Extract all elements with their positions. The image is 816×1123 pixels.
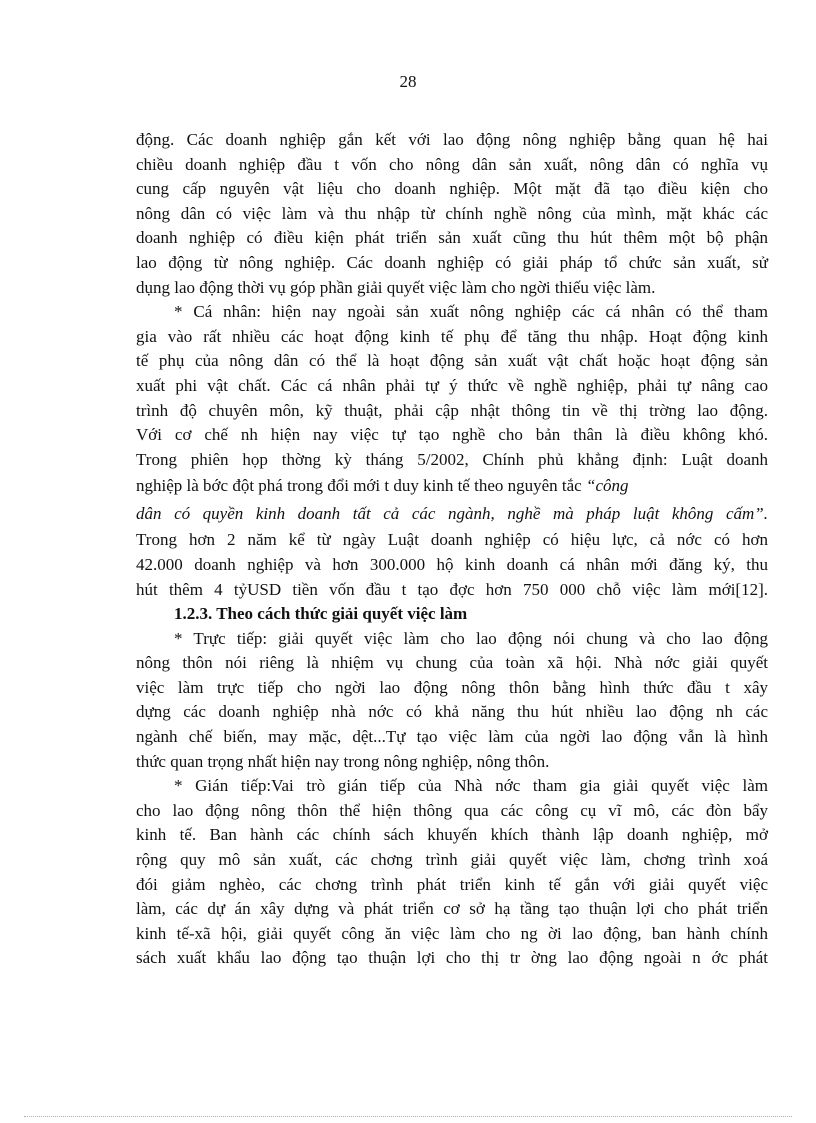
page-number: 28: [399, 72, 417, 91]
text-line: nông thôn nói riêng là nhiệm vụ chung của toàn xã hội. Nhà nớc giải quyết: [136, 653, 768, 673]
text-line: thức quan trọng nhất hiện nay trong nông nghiệp, nông thôn.: [136, 751, 550, 771]
text-line: dựng các doanh nghiệp nhà nớc có khả năng thu hút nhiều lao động nh các: [136, 702, 768, 722]
text-line: lao động từ nông nghiệp. Các doanh nghiệp có giải pháp tổ chức sản xuất, sử: [136, 252, 768, 272]
text-line: động. Các doanh nghiệp gắn kết với lao động nông nghiệp bằng quan hệ hai: [136, 130, 768, 149]
text-line: chiều doanh nghiệp đầu t vốn cho nông dân sản xuất, nông dân có nghĩa vụ: [136, 154, 768, 174]
text-line: trình độ chuyên môn, kỹ thuật, phải cập nhật thông tin về thị trờng lao động.: [136, 400, 768, 420]
text-line: sách xuất khẩu lao động tạo thuận lợi cho thị tr ờng lao động ngoài n ớc phát: [136, 948, 768, 968]
text-line: [136, 472, 768, 500]
italic-quote-open: “công: [585, 476, 629, 496]
section-heading: 1.2.3. Theo cách thức giải quyết việc làm: [174, 604, 468, 624]
text-line: Trong hơn 2 năm kể từ ngày Luật doanh nghiệp có hiệu lực, cả nớc có hơn: [136, 530, 768, 550]
text-line: kinh tế-xã hội, giải quyết công ăn việc làm cho ng ời lao động, ban hành chính: [136, 923, 768, 943]
text-line: cho lao động nông thôn thể hiện thông qua các công cụ vĩ mô, các đòn bẩy: [136, 800, 768, 820]
text-line: 42.000 doanh nghiệp và hơn 300.000 hộ kinh doanh cá nhân mới đăng ký, thu: [136, 554, 768, 574]
text-line: nông dân có việc làm và thu nhập từ chính nghề nông của mình, mặt khác các: [136, 203, 768, 223]
text-line: tế phụ của nông dân có thể là hoạt động sản xuất vật chất hoặc hoạt động sản: [136, 351, 768, 371]
paragraph-start-line: * Cá nhân: hiện nay ngoài sản xuất nông nghiệp các cá nhân có thể tham: [174, 302, 768, 322]
text-line: hút thêm 4 tỷUSD tiền vốn đầu t tạo đợc hơn 750 000 chỗ việc làm mới[12].: [136, 579, 768, 599]
text-line: đói giảm nghèo, các chơng trình phát triển kinh tế gắn với giải quyết việc: [136, 874, 768, 894]
text-line: ngành chế biến, may mặc, dệt...Tự tạo việc làm của ngời lao động vẫn là hình: [136, 727, 768, 747]
text-line: xuất phi vật chất. Các cá nhân phải tự ý thức về nghề nghiệp, phải tự nâng cao: [136, 375, 768, 395]
body-text: [136, 128, 768, 971]
text-line: Trong phiên họp thờng kỳ tháng 5/2002, Chính phủ khẳng định: Luật doanh: [136, 449, 768, 469]
text-line: gia vào rất nhiều các hoạt động kinh tế phụ để tăng thu nhập. Hoạt động kinh: [136, 326, 768, 346]
text-line: việc làm trực tiếp cho ngời lao động nông thôn bằng hình thức đầu t xây: [136, 677, 768, 697]
text-line: Với cơ chế nh hiện nay việc tự tạo nghề cho bản thân là điều không khó.: [136, 425, 768, 445]
text-line: rộng quy mô sản xuất, các chơng trình giải quyết việc làm, chơng trình xoá: [136, 850, 768, 870]
text-line: kinh tế. Ban hành các chính sách khuyến khích thành lập doanh nghiệp, mở: [136, 825, 768, 845]
text-line: làm, các dự án xây dựng và phát triển cơ sở hạ tầng tạo thuận lợi cho phát triển: [136, 899, 768, 919]
text-line: cung cấp nguyên vật liệu cho doanh nghiệp. Một mặt đã tạo điều kiện cho: [136, 179, 768, 199]
paragraph-start-line: * Trực tiếp: giải quyết việc làm cho lao động nói chung và cho lao động: [174, 628, 768, 648]
paragraph-start-line: * Gián tiếp:Vai trò gián tiếp của Nhà nớc tham gia giải quyết việc làm: [174, 776, 768, 796]
text-line-part: nghiệp là bớc đột phá trong đổi mới t duy kinh tế theo nguyên tắc: [136, 476, 582, 496]
page-bottom-divider: [24, 1116, 792, 1117]
italic-quote-line: dân có quyền kinh doanh tất cả các ngành, nghề mà pháp luật không cấm”.: [136, 504, 768, 524]
text-line: doanh nghiệp có điều kiện phát triển sản xuất cũng thu hút thêm một bộ phận: [136, 228, 768, 248]
text-line: dụng lao động thời vụ góp phần giải quyết việc làm cho ngời thiếu việc làm.: [136, 277, 656, 297]
